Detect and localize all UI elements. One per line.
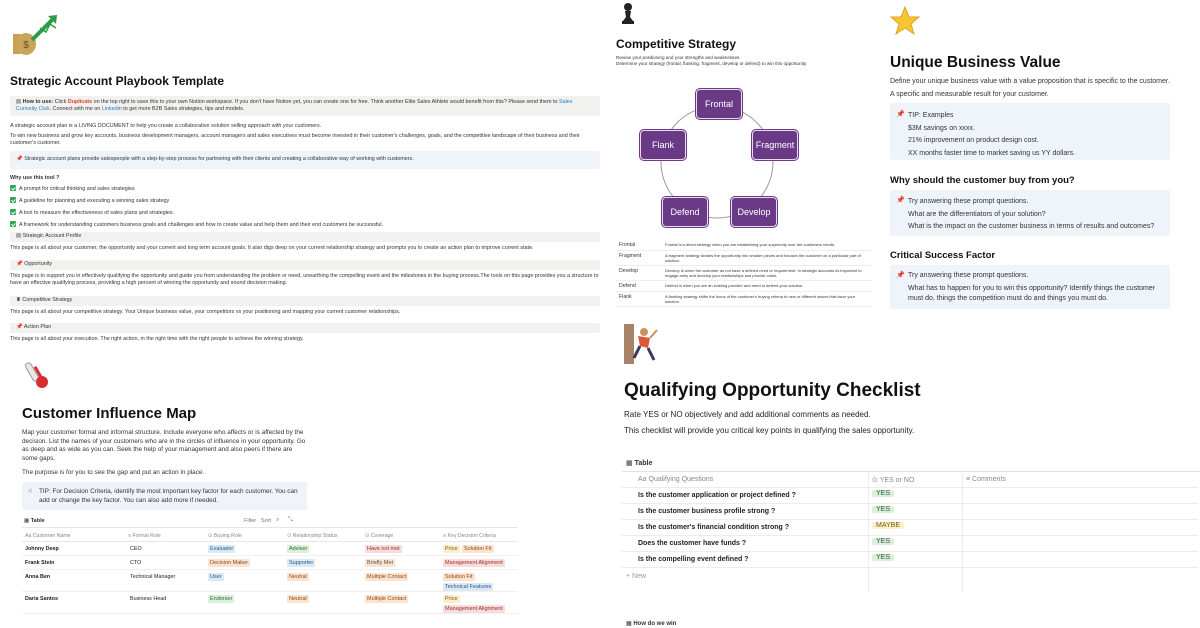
table-row[interactable]	[622, 536, 1198, 552]
node-develop[interactable]: Develop	[731, 197, 777, 227]
column-header: Customer Name	[32, 533, 71, 539]
why-buy-callout	[890, 190, 1170, 236]
criteria-tag: Management Alignment	[445, 606, 503, 612]
buying-role-tag: User	[210, 574, 222, 580]
criteria-tag: Price	[445, 546, 458, 552]
pin-icon: 📌	[896, 272, 905, 279]
csf-heading: Critical Success Factor	[890, 250, 996, 261]
list-item-text: A guideline for planning and executing a winning sales strategy	[19, 198, 170, 204]
table-row[interactable]	[22, 570, 518, 592]
checkbox-icon[interactable]	[10, 209, 16, 215]
strategy-name: Develop	[616, 266, 662, 281]
playbook-panel	[0, 0, 608, 350]
strategy-desc: Frontal is a direct strategy when you are establishing your superiority over the customers needs.	[662, 240, 872, 251]
howto-text-2: on the top right to save this to your own Notion workspace. If you don't have Notion yet, you can create one for free. Think another Elite Sales Athlete would benefit from this? Please send them to	[93, 99, 558, 105]
tip-item: $3M savings on xxxx.	[908, 124, 975, 132]
list-item	[10, 197, 383, 205]
expand-icon[interactable]: ⤡	[288, 517, 293, 523]
section-body: This page is all about your customer, the opportunity and your current and long term account goals. It also digs deep on your current relationship strategy and prompts you to create an action plan to improve current state.	[10, 245, 534, 251]
checklist-paragraph-1: Rate YES or NO objectively and add additional comments as needed.	[624, 410, 871, 419]
new-label: New	[632, 573, 647, 580]
duplicate-link[interactable]: Duplicate	[67, 99, 93, 105]
coverage-tag: Multiple Contact	[367, 574, 407, 580]
table-icon: ▦	[626, 460, 633, 467]
strategy-table	[616, 240, 872, 307]
formal-role: CEO	[130, 546, 142, 552]
star-icon	[890, 6, 920, 41]
sort-button[interactable]: Sort	[261, 518, 272, 524]
section-link-action[interactable]	[10, 323, 600, 333]
checklist-paragraph-2: This checklist will provide you critical key points in qualifying the sales opportunity.	[624, 426, 915, 435]
table-row	[616, 251, 872, 266]
influence-title: Customer Influence Map	[22, 405, 197, 422]
prompt-item: What is the impact on the customer business in terms of results and outcomes?	[908, 223, 1155, 230]
howto-callout	[10, 96, 600, 116]
section-body: This page is all about your execution. The right action, in the right time with the right people to achieve the winning strategy.	[10, 336, 304, 342]
table-row[interactable]	[622, 504, 1198, 520]
clipboard-icon: ▤	[16, 99, 22, 105]
decision-tip-callout	[22, 482, 307, 510]
answer-tag: YES	[872, 538, 894, 545]
influence-map-panel	[0, 350, 608, 628]
table-row	[616, 240, 872, 251]
sales-club-link[interactable]: Sales Curiosity Club	[16, 99, 573, 112]
tip-label: TIP: Examples	[908, 112, 954, 119]
question: Is the customer application or project defined ?	[638, 492, 796, 499]
influence-paragraph-2: The purpose is for you to see the gap and put an action in place.	[22, 469, 205, 476]
table-view-tab[interactable]	[626, 459, 652, 467]
table-row[interactable]	[622, 552, 1198, 568]
pin-icon: 📌	[896, 197, 905, 204]
search-icon[interactable]: ⌕	[276, 517, 280, 523]
buying-role-tag: Decision Maker	[210, 560, 248, 566]
strategy-desc: A flanking strategy shifts the focus of the customer's buying criteria to new or different issues that favor your solution.	[662, 292, 872, 307]
table-row	[616, 292, 872, 307]
question: Is the customer business profile strong ?	[638, 508, 776, 515]
section-title: Strategic Account Profile	[22, 233, 82, 239]
section-title: Competitive Strategy	[22, 297, 73, 303]
why-title: Why use this tool ?	[10, 175, 60, 181]
section-title: Action Plan	[23, 324, 52, 330]
checkbox-icon[interactable]	[10, 185, 16, 191]
criteria-tag: Management Alignment	[445, 560, 503, 566]
how-we-win-link[interactable]	[626, 620, 676, 627]
customer-name: Anna Ben	[25, 574, 51, 580]
howto-text-4: to get more B2B Sales strategies, tips and models.	[123, 106, 245, 112]
prompt-item: What are the differentiators of your solution?	[908, 210, 1046, 218]
node-defend[interactable]: Defend	[662, 197, 708, 227]
table-view-tab[interactable]	[24, 518, 45, 524]
page-title: Strategic Account Playbook Template	[10, 74, 225, 88]
pin-icon: 📌	[896, 111, 905, 118]
competitive-sub-1: Review your positioning and your strengths and weaknesses.	[616, 55, 741, 60]
pin-icon: 📌	[16, 156, 23, 162]
list-item-text: A prompt for critical thinking and sales strategies	[19, 186, 135, 192]
node-fragment[interactable]: Fragment	[752, 130, 798, 160]
section-link-opportunity[interactable]	[10, 260, 600, 270]
filter-button[interactable]: Filter	[244, 518, 257, 524]
howto-label: How to use:	[22, 99, 54, 105]
column-header: Comments	[972, 476, 1006, 483]
column-header: Key Decision Criteria	[447, 533, 496, 539]
chess-icon: ♜	[16, 297, 21, 303]
money-growth-icon	[10, 12, 60, 63]
formal-role: Technical Manager	[130, 574, 176, 580]
competitive-sub-2: Determine your strategy (frontal, flanking, fragment, develop or defend) to win this opportunity.	[616, 61, 808, 66]
buying-role-tag: Endorser	[210, 596, 233, 602]
list-item	[10, 221, 383, 229]
table-icon: ▦	[24, 518, 30, 524]
relationship-tag: Adviser	[289, 546, 308, 552]
hand-pointing-icon: ☝	[28, 488, 32, 495]
influence-table	[22, 530, 518, 628]
strategy-name: Flank	[616, 292, 662, 307]
why-buy-heading: Why should the customer buy from you?	[890, 175, 1075, 186]
unique-title: Unique Business Value	[890, 54, 1061, 71]
checkbox-icon[interactable]	[10, 221, 16, 227]
relationship-tag: Neutral	[289, 574, 307, 580]
unique-paragraph-1: Define your unique business value with a value proposition that is specific to the customer.	[890, 78, 1170, 85]
coverage-tag: Multiple Contact	[367, 596, 407, 602]
criteria-tag: Solution Fit	[464, 546, 492, 552]
table-icon: ▦	[626, 621, 632, 627]
why-list	[10, 185, 383, 229]
section-title: Opportunity	[24, 261, 53, 267]
node-frontal[interactable]: Frontal	[696, 89, 742, 119]
info-callout	[10, 151, 600, 169]
criteria-tag: Solution Fit	[445, 574, 473, 580]
answer-tag: MAYBE	[872, 522, 904, 529]
climber-icon	[624, 324, 660, 369]
customer-name: Johnny Deep	[25, 546, 59, 552]
customer-name: Daria Santos	[25, 596, 58, 602]
answer-tag: YES	[872, 506, 894, 513]
table-row[interactable]	[622, 520, 1198, 536]
column-header: Formal Role	[132, 533, 161, 539]
criteria-tag: Price	[445, 596, 458, 602]
column-header: YES or NO	[879, 477, 915, 484]
table-header: Aa Qualifying Questions ⊙ YES or NO ≡ Comments	[622, 472, 1198, 488]
checkbox-icon[interactable]	[10, 197, 16, 203]
section-link-profile[interactable]	[10, 232, 600, 242]
strategy-desc: A fragment strategy divides the opportunity into smaller pieces and focuses the customer on a particular part of solution.	[662, 251, 872, 266]
pin-icon: 📌	[16, 261, 23, 267]
customer-name: Frank Stein	[25, 560, 55, 566]
buying-role-tag: Evaluator	[210, 546, 234, 552]
section-body: This page is all about your competitive strategy. Your Unique business value, your competitors vs your positioning and mapping your current customer relationships.	[10, 309, 401, 315]
tip-item: 21% improvement on product design cost.	[908, 137, 1039, 144]
section-link-competitive[interactable]	[10, 296, 600, 306]
table-row[interactable]	[22, 592, 518, 614]
column-header: Buying Role	[213, 533, 242, 539]
node-flank[interactable]: Flank	[640, 130, 686, 160]
table-row[interactable]	[22, 542, 518, 556]
criteria-tag: Technical Features	[445, 584, 492, 590]
csf-callout	[890, 265, 1170, 309]
prompt-item: Try answering these prompt questions.	[908, 272, 1029, 279]
column-header: Coverage	[370, 533, 394, 539]
relationship-tag: Supporter	[289, 560, 314, 566]
divider	[22, 527, 518, 528]
howto-text-3: . Connect with me on	[49, 106, 101, 112]
coverage-tag: Briefly Met	[367, 560, 393, 566]
intro-paragraph-1: A strategic account plan is a LIVING DOCUMENT to help you create a collaborative solution selling approach with your customers.	[10, 123, 322, 129]
strategy-name: Fragment	[616, 251, 662, 266]
howto-text-1: Click	[54, 99, 67, 105]
influence-paragraph-1: Map your customer formal and informal structure. Include everyone who affects or is affected by the decision. List the names of your customers who are in the circles of influence in your opportunity. Go as deep and as wide as you can. Seek the help of your management and also peers if there are some gaps.	[22, 429, 306, 462]
new-row-button[interactable]	[626, 573, 646, 580]
list-item	[10, 185, 383, 193]
linkedin-link[interactable]: Linkedin	[101, 106, 122, 112]
svg-text:$: $	[23, 40, 29, 51]
strategy-desc: Develop is when the customer do not have a defined need or requirement. In strategic accounts its important to engage early and develop your relationships and provide value.	[662, 266, 872, 281]
question: Is the compelling event defined ?	[638, 556, 749, 563]
examples-callout	[890, 103, 1170, 160]
table-row	[616, 281, 872, 292]
question: Is the customer's financial condition strong ?	[638, 524, 790, 531]
table-label: Table	[30, 518, 45, 524]
thermometer-icon	[24, 360, 54, 395]
table-row[interactable]	[22, 556, 518, 570]
competitive-title: Competitive Strategy	[616, 37, 737, 51]
checklist-panel	[608, 318, 1200, 628]
column-header: Relationship Status	[292, 533, 338, 539]
list-item	[10, 209, 383, 217]
plus-icon: +	[626, 573, 631, 580]
question: Does the customer have funds ?	[638, 540, 747, 547]
strategy-desc: Defend is when you are an existing provider and need to defend your solution.	[662, 281, 872, 292]
competitive-panel	[608, 0, 878, 318]
answer-tag: YES	[872, 554, 894, 561]
intro-paragraph-2: To win new business and grow key accounts, business development managers, account managers and sales executives must become invested in their customer's challenges, goals, and the competitive landscape of their business and their customer's customer.	[10, 133, 580, 146]
prompt-item: What has to happen for you to win this opportunity? Identify things the customer must do, things the competition must do and things you must do.	[908, 284, 1156, 302]
section-body: This page is to support you in effectively qualifying the opportunity and guide you from understanding the problem or need, unearthing the compelling event and the milestones in the buying process.The tools on this page provides you a structure to have an effective qualifying process, providing a high percent of winning the opportunity and sound decision making.	[10, 273, 599, 286]
relationship-tag: Neutral	[289, 596, 307, 602]
callout-text: Strategic account plans provide salespeople with a step-by-step process for partnering with their clients and creating a collaborative way of working with customers.	[24, 156, 414, 162]
table-header: Aa Customer Name ≡ Formal Role ⊙ Buying Role ⊙ Relationship Status ⊙ Coverage ≡ Key Decision Criteria	[22, 530, 518, 542]
list-item-text: A tool to measure the effectiveness of sales plans and strategies.	[19, 210, 175, 216]
formal-role: Business Head	[130, 596, 167, 602]
strategy-name: Defend	[616, 281, 662, 292]
footer-label: How do we win	[633, 621, 677, 627]
document-icon: ▤	[16, 233, 22, 239]
table-row[interactable]	[622, 488, 1198, 504]
column-header: Qualifying Questions	[648, 476, 714, 483]
pin-icon: 📌	[16, 324, 23, 330]
list-item-text: A framework for understanding customers business goals and challenges and how to create value and help them and their end customers be successful.	[19, 222, 384, 228]
tip-text: TIP: For Decision Criteria, identify the most important key factor for each customer. You can add or change the key factor. You can also add more if needed.	[39, 488, 298, 504]
unique-paragraph-2: A specific and measurable result for your customer.	[890, 91, 1049, 98]
unique-value-panel	[878, 0, 1200, 318]
table-row	[616, 266, 872, 281]
answer-tag: YES	[872, 490, 894, 497]
strategy-name: Frontal	[616, 240, 662, 251]
tip-item: XX months faster time to market saving us YY dollars.	[908, 149, 1076, 157]
formal-role: CTO	[130, 560, 142, 566]
coverage-tag: Have not met	[367, 546, 400, 552]
prompt-item: Try answering these prompt questions.	[908, 198, 1029, 205]
checklist-title: Qualifying Opportunity Checklist	[624, 380, 921, 401]
table-label: Table	[634, 460, 653, 467]
